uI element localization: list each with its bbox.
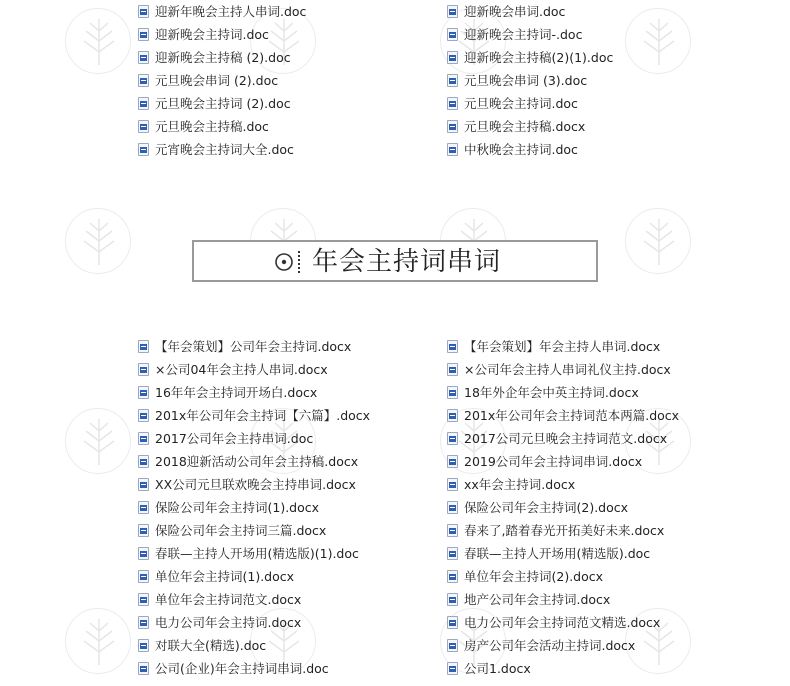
tree-watermark-icon	[65, 408, 131, 474]
word-document-icon	[447, 409, 458, 422]
file-name: 迎新晚会主持稿 (2).doc	[155, 50, 291, 65]
word-document-icon	[447, 51, 458, 64]
tree-watermark-icon	[625, 8, 691, 74]
file-name: 201x年公司年会主持词范本两篇.docx	[464, 408, 680, 423]
file-name: 元旦晚会串词 (3).doc	[464, 73, 588, 88]
word-document-icon	[447, 478, 458, 491]
file-name: 公司(企业)年会主持词串词.doc	[155, 661, 329, 676]
file-name: 元旦晚会主持稿.doc	[155, 119, 269, 134]
word-document-icon	[138, 51, 149, 64]
file-name: 2018迎新活动公司年会主持稿.docx	[155, 454, 359, 469]
file-name: 地产公司年会主持词.docx	[464, 592, 611, 607]
word-document-icon	[447, 455, 458, 468]
word-document-icon	[138, 593, 149, 606]
tree-watermark-icon	[65, 208, 131, 274]
file-name: 元旦晚会主持词 (2).doc	[155, 96, 291, 111]
word-document-icon	[138, 524, 149, 537]
word-document-icon	[138, 409, 149, 422]
word-document-icon	[138, 28, 149, 41]
word-document-icon	[447, 363, 458, 376]
word-document-icon	[447, 593, 458, 606]
word-document-icon	[138, 386, 149, 399]
word-document-icon	[447, 432, 458, 445]
tree-watermark-icon	[65, 8, 131, 74]
word-document-icon	[138, 143, 149, 156]
file-name: 元旦晚会主持稿.docx	[464, 119, 586, 134]
section-banner	[192, 240, 598, 282]
word-document-icon	[138, 478, 149, 491]
file-name: 电力公司年会主持词范文精选.docx	[464, 615, 661, 630]
word-document-icon	[138, 5, 149, 18]
section-title: 年会主持词串词	[312, 247, 502, 277]
banner-separator	[298, 251, 302, 273]
file-name: 保险公司年会主持词三篇.docx	[155, 523, 327, 538]
word-document-icon	[138, 97, 149, 110]
circle-dot-icon	[274, 252, 294, 272]
file-name: 单位年会主持词(2).docx	[464, 569, 604, 584]
word-document-icon	[447, 616, 458, 629]
file-name: 【年会策划】年会主持人串词.docx	[464, 339, 661, 354]
file-name: 迎新年晚会主持人串词.doc	[155, 4, 307, 19]
word-document-icon	[138, 74, 149, 87]
file-name: 春来了,踏着春光开拓美好未来.docx	[464, 523, 665, 538]
word-document-icon	[447, 28, 458, 41]
word-document-icon	[447, 570, 458, 583]
tree-watermark-icon	[625, 208, 691, 274]
file-name: 16年年会主持词开场白.docx	[155, 385, 318, 400]
word-document-icon	[138, 501, 149, 514]
word-document-icon	[447, 547, 458, 560]
file-name: 迎新晚会串词.doc	[464, 4, 566, 19]
file-name: 春联—主持人开场用(精选版)(1).doc	[155, 546, 359, 561]
file-name: 中秋晚会主持词.doc	[464, 142, 578, 157]
file-name: 电力公司年会主持词.docx	[155, 615, 302, 630]
file-name: 春联—主持人开场用(精选版).doc	[464, 546, 651, 561]
word-document-icon	[138, 570, 149, 583]
file-name: ×公司年会主持人串词礼仪主持.docx	[464, 362, 671, 377]
file-name: 2017公司年会主持串词.doc	[155, 431, 314, 446]
word-document-icon	[447, 501, 458, 514]
file-name: 2019公司年会主持词串词.docx	[464, 454, 643, 469]
word-document-icon	[447, 662, 458, 675]
file-name: 保险公司年会主持词(2).docx	[464, 500, 629, 515]
word-document-icon	[138, 363, 149, 376]
file-name: 保险公司年会主持词(1).docx	[155, 500, 320, 515]
file-name: 单位年会主持词范文.docx	[155, 592, 302, 607]
file-name: 元旦晚会主持词.doc	[464, 96, 578, 111]
file-name: XX公司元旦联欢晚会主持串词.docx	[155, 477, 356, 492]
tree-watermark-icon	[65, 608, 131, 674]
word-document-icon	[447, 386, 458, 399]
word-document-icon	[138, 432, 149, 445]
file-name: 2017公司元旦晚会主持词范文.docx	[464, 431, 668, 446]
word-document-icon	[447, 143, 458, 156]
file-name: 单位年会主持词(1).docx	[155, 569, 295, 584]
word-document-icon	[138, 455, 149, 468]
file-name: 公司1.docx	[464, 661, 531, 676]
word-document-icon	[447, 97, 458, 110]
file-name: 201x年公司年会主持词【六篇】.docx	[155, 408, 371, 423]
file-name: 元旦晚会串词 (2).doc	[155, 73, 279, 88]
word-document-icon	[447, 74, 458, 87]
file-name: ×公司04年会主持人串词.docx	[155, 362, 328, 377]
word-document-icon	[138, 340, 149, 353]
word-document-icon	[447, 120, 458, 133]
file-name: 元宵晚会主持词大全.doc	[155, 142, 294, 157]
file-name: 迎新晚会主持词.doc	[155, 27, 269, 42]
file-name: xx年会主持词.docx	[464, 477, 576, 492]
word-document-icon	[447, 340, 458, 353]
file-name: 迎新晚会主持词-.doc	[464, 27, 583, 42]
word-document-icon	[138, 547, 149, 560]
file-name: 【年会策划】公司年会主持词.docx	[155, 339, 352, 354]
word-document-icon	[447, 5, 458, 18]
word-document-icon	[138, 639, 149, 652]
word-document-icon	[138, 662, 149, 675]
word-document-icon	[447, 524, 458, 537]
word-document-icon	[138, 616, 149, 629]
word-document-icon	[447, 639, 458, 652]
file-name: 18年外企年会中英主持词.docx	[464, 385, 639, 400]
file-name: 迎新晚会主持稿(2)(1).doc	[464, 50, 614, 65]
file-name: 房产公司年会活动主持词.docx	[464, 638, 636, 653]
word-document-icon	[138, 120, 149, 133]
file-name: 对联大全(精选).doc	[155, 638, 267, 653]
